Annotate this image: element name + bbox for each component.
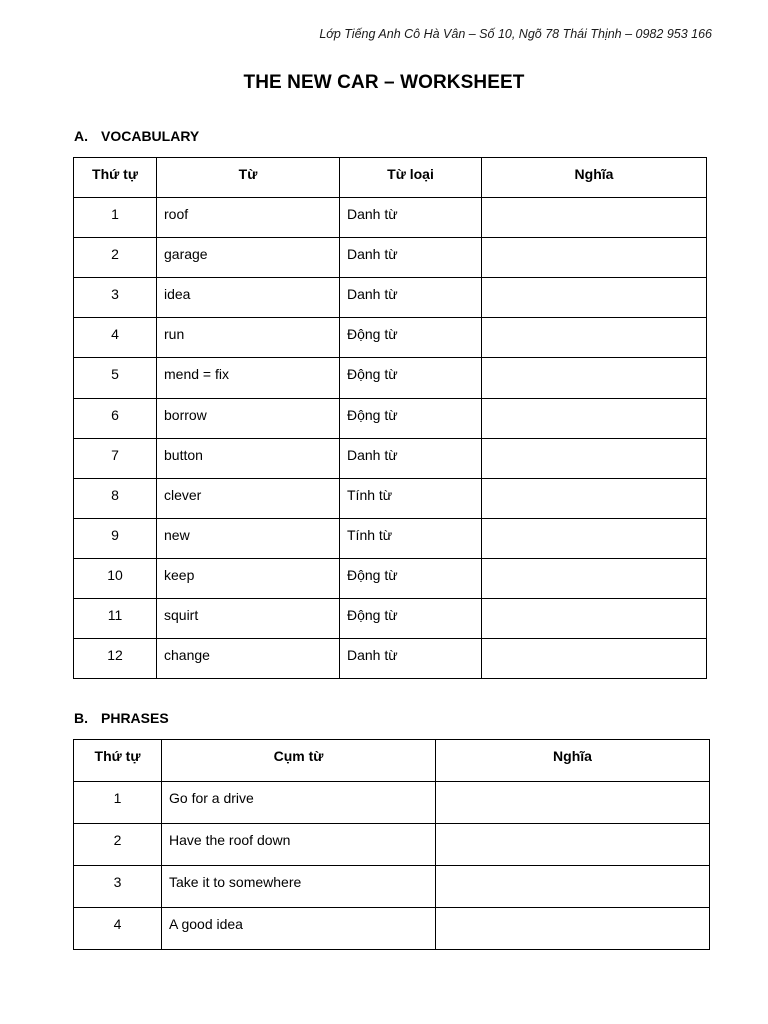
table-row — [74, 599, 707, 639]
table-row — [74, 866, 710, 908]
cell-word: garage — [157, 238, 340, 278]
column-header-phrase: Cụm từ — [162, 740, 436, 782]
cell-word: idea — [157, 278, 340, 318]
cell-word-type: Danh từ — [340, 198, 482, 238]
cell-meaning — [436, 782, 710, 824]
table-row — [74, 908, 710, 950]
cell-word: borrow — [157, 398, 340, 438]
table-row — [74, 278, 707, 318]
cell-meaning — [482, 358, 707, 398]
cell-order: 2 — [74, 238, 157, 278]
section-heading-phrases — [74, 710, 169, 726]
cell-word-type: Danh từ — [340, 438, 482, 478]
phrases-table — [73, 739, 710, 950]
cell-phrase: Go for a drive — [162, 782, 436, 824]
table-row — [74, 318, 707, 358]
cell-word-type: Động từ — [340, 398, 482, 438]
column-header-word-type: Từ loại — [340, 158, 482, 198]
cell-word: new — [157, 518, 340, 558]
cell-meaning — [436, 908, 710, 950]
cell-word-type: Tính từ — [340, 518, 482, 558]
cell-word: change — [157, 639, 340, 679]
cell-order: 3 — [74, 866, 162, 908]
cell-meaning — [482, 518, 707, 558]
cell-meaning — [482, 398, 707, 438]
cell-meaning — [482, 478, 707, 518]
header-contact-line: Lớp Tiếng Anh Cô Hà Vân – Số 10, Ngõ 78 Thái Thịnh – 0982 953 166 — [319, 27, 712, 41]
column-header-word: Từ — [157, 158, 340, 198]
cell-word: squirt — [157, 599, 340, 639]
cell-order: 11 — [74, 599, 157, 639]
cell-word: keep — [157, 558, 340, 598]
cell-meaning — [482, 238, 707, 278]
column-header-meaning: Nghĩa — [482, 158, 707, 198]
cell-order: 8 — [74, 478, 157, 518]
section-title: VOCABULARY — [101, 128, 200, 144]
cell-order: 7 — [74, 438, 157, 478]
column-header-meaning: Nghĩa — [436, 740, 710, 782]
table-row — [74, 782, 710, 824]
cell-order: 1 — [74, 198, 157, 238]
table-row — [74, 438, 707, 478]
table-row — [74, 518, 707, 558]
cell-order: 4 — [74, 318, 157, 358]
page-title: THE NEW CAR – WORKSHEET — [243, 72, 525, 93]
cell-meaning — [482, 278, 707, 318]
cell-order: 12 — [74, 639, 157, 679]
cell-order: 9 — [74, 518, 157, 558]
cell-meaning — [482, 558, 707, 598]
cell-order: 4 — [74, 908, 162, 950]
cell-order: 2 — [74, 824, 162, 866]
cell-phrase: A good idea — [162, 908, 436, 950]
cell-word: button — [157, 438, 340, 478]
cell-meaning — [436, 866, 710, 908]
table-row — [74, 398, 707, 438]
cell-phrase: Take it to somewhere — [162, 866, 436, 908]
cell-word: clever — [157, 478, 340, 518]
column-header-order: Thứ tự — [74, 158, 157, 198]
cell-word: roof — [157, 198, 340, 238]
table-row — [74, 639, 707, 679]
cell-word-type: Tính từ — [340, 478, 482, 518]
section-number: A. — [74, 128, 88, 144]
cell-word-type: Động từ — [340, 358, 482, 398]
cell-word: mend = fix — [157, 358, 340, 398]
table-row — [74, 558, 707, 598]
cell-order: 6 — [74, 398, 157, 438]
section-number: B. — [74, 710, 88, 726]
cell-meaning — [482, 599, 707, 639]
cell-order: 1 — [74, 782, 162, 824]
table-row — [74, 198, 707, 238]
cell-word-type: Động từ — [340, 558, 482, 598]
cell-meaning — [482, 318, 707, 358]
column-header-order: Thứ tự — [74, 740, 162, 782]
cell-phrase: Have the roof down — [162, 824, 436, 866]
vocabulary-table — [73, 157, 707, 679]
cell-meaning — [482, 639, 707, 679]
cell-order: 3 — [74, 278, 157, 318]
cell-word: run — [157, 318, 340, 358]
cell-word-type: Danh từ — [340, 639, 482, 679]
table-row — [74, 824, 710, 866]
cell-word-type: Động từ — [340, 599, 482, 639]
table-header-row — [74, 740, 710, 782]
section-heading-vocabulary — [74, 128, 199, 144]
table-header-row — [74, 158, 707, 198]
cell-word-type: Động từ — [340, 318, 482, 358]
cell-order: 5 — [74, 358, 157, 398]
cell-word-type: Danh từ — [340, 238, 482, 278]
table-row — [74, 478, 707, 518]
cell-meaning — [482, 438, 707, 478]
cell-meaning — [482, 198, 707, 238]
table-row — [74, 238, 707, 278]
cell-meaning — [436, 824, 710, 866]
cell-order: 10 — [74, 558, 157, 598]
section-title: PHRASES — [101, 710, 169, 726]
cell-word-type: Danh từ — [340, 278, 482, 318]
table-row — [74, 358, 707, 398]
